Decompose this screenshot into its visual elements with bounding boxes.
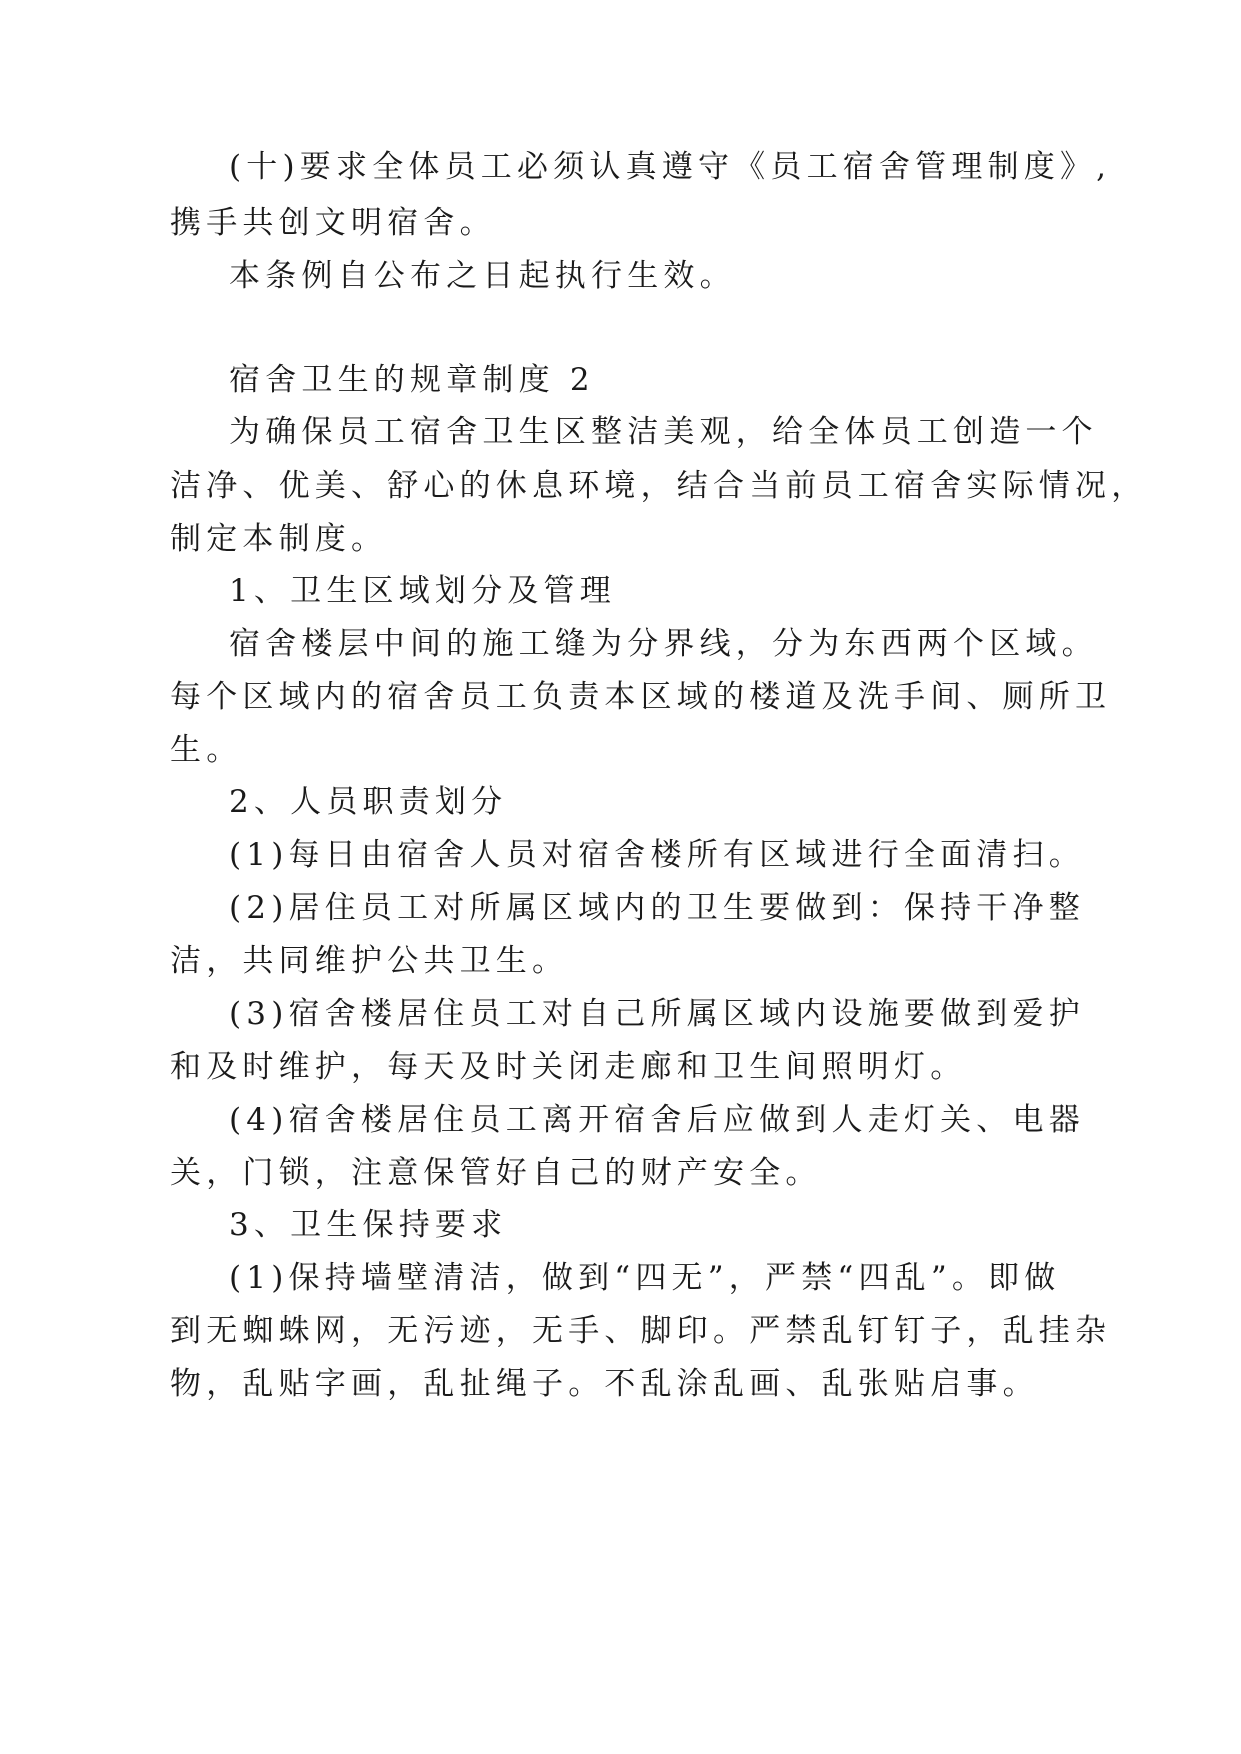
intro-line-2: 洁净、优美、舒心的休息环境，结合当前员工宿舍实际情况，: [170, 468, 1148, 504]
heading-3: 3、卫生保持要求: [229, 1207, 508, 1243]
paragraph-item-10-line-2: 携手共创文明宿舍。: [170, 205, 496, 241]
paragraph-item-10-line-1: (十)要求全体员工必须认真遵守《员工宿舍管理制度》,: [229, 149, 1112, 185]
duty-3-line-1: (3)宿舍楼居住员工对自己所属区域内设施要做到爱护: [229, 996, 1085, 1032]
effective-statement: 本条例自公布之日起执行生效。: [229, 258, 736, 294]
requirement-1-line-1: (1)保持墙壁清洁，做到“四无”，严禁“四乱”。即做: [229, 1260, 1061, 1296]
duty-1: (1)每日由宿舍人员对宿舍楼所有区域进行全面清扫。: [229, 837, 1085, 873]
duty-3-line-2: 和及时维护，每天及时关闭走廊和卫生间照明灯。: [170, 1049, 967, 1085]
zone-line-3: 生。: [170, 732, 243, 768]
requirement-1-line-2: 到无蜘蛛网，无污迹，无手、脚印。严禁乱钉钉子，乱挂杂: [170, 1313, 1112, 1349]
zone-line-2: 每个区域内的宿舍员工负责本区域的楼道及洗手间、厕所卫: [170, 679, 1112, 715]
duty-4-line-2: 关，门锁，注意保管好自己的财产安全。: [170, 1155, 822, 1191]
intro-line-1: 为确保员工宿舍卫生区整洁美观，给全体员工创造一个: [229, 414, 1098, 450]
heading-2: 2、人员职责划分: [229, 784, 508, 820]
duty-2-line-1: (2)居住员工对所属区域内的卫生要做到：保持干净整: [229, 890, 1085, 926]
duty-2-line-2: 洁，共同维护公共卫生。: [170, 943, 569, 979]
duty-4-line-1: (4)宿舍楼居住员工离开宿舍后应做到人走灯关、电器: [229, 1102, 1085, 1138]
zone-line-1: 宿舍楼层中间的施工缝为分界线，分为东西两个区域。: [229, 626, 1098, 662]
intro-line-3: 制定本制度。: [170, 521, 388, 557]
requirement-1-line-3: 物，乱贴字画，乱扯绳子。不乱涂乱画、乱张贴启事。: [170, 1366, 1039, 1402]
heading-1: 1、卫生区域划分及管理: [229, 573, 616, 609]
section-title: 宿舍卫生的规章制度 2: [229, 362, 595, 398]
